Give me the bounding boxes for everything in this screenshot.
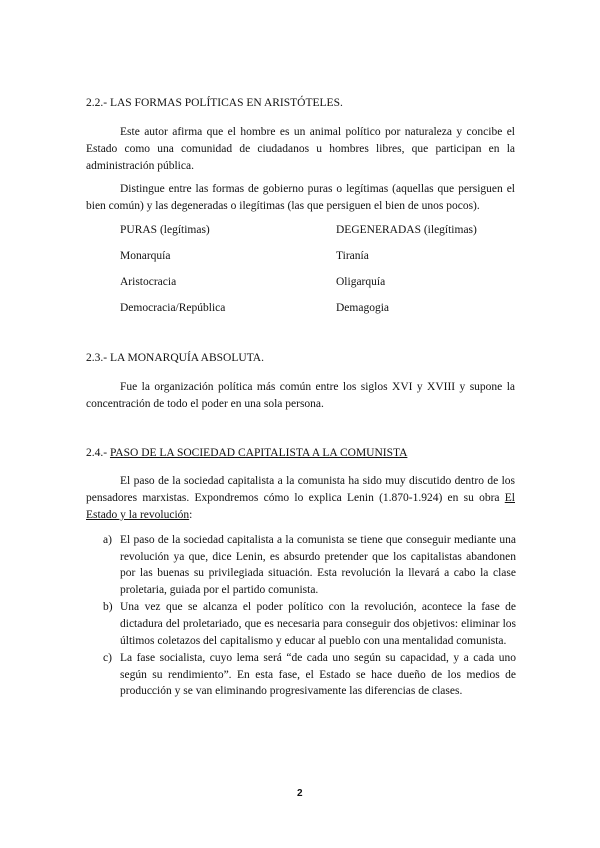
table-cell: Aristocracia	[120, 276, 177, 288]
section-heading-2-3: 2.3.- LA MONARQUÍA ABSOLUTA.	[86, 352, 264, 364]
list-marker: b)	[103, 601, 113, 614]
list-item	[86, 532, 516, 598]
list-item	[86, 599, 516, 649]
table-cell: Oligarquía	[336, 276, 386, 288]
table-header-puras: PURAS (legítimas)	[120, 224, 210, 236]
paragraph-aristoteles-2: Distingue entre las formas de gobierno puras o legítimas (aquellas que persiguen el bien común) y las degeneradas o ilegítimas (las que persiguen el bien de unos pocos).	[86, 183, 515, 212]
paragraph-monarquia: Fue la organización política más común entre los siglos XVI y XVIII y supone la concentración de todo el poder en una sola persona.	[86, 381, 515, 410]
list-item-text: Una vez que se alcanza el poder político con la revolución, acontece la fase de dictadura del proletariado, que es necesaria para conseguir dos objetivos: eliminar los últimos coletazos del capitalismo y educar al pueblo con una mentalidad comunista.	[120, 601, 516, 647]
lenin-phases-list	[86, 532, 516, 701]
intro-end: :	[189, 509, 193, 521]
section-heading-2-4	[86, 447, 407, 459]
page-number: 2	[297, 788, 303, 799]
book-title: El Estado y la revolución	[86, 492, 515, 521]
table-header-degeneradas: DEGENERADAS (ilegítimas)	[336, 224, 477, 236]
section-heading-2-2: 2.2.- LAS FORMAS POLÍTICAS EN ARISTÓTELES.	[86, 97, 343, 109]
table-cell: Tiranía	[336, 250, 369, 262]
intro-text: El paso de la sociedad capitalista a la comunista ha sido muy discutido dentro de los pensadores marxistas. Expondremos cómo lo explica Lenin (1.870-1.924) en su obra	[86, 475, 515, 504]
list-item-text: La fase socialista, cuyo lema será “de cada uno según su capacidad, y a cada uno según su rendimiento”. En esta fase, el Estado se hace dueño de los medios de producción y se van eliminando progresivamente las diferencias de clases.	[120, 652, 516, 698]
paragraph-aristoteles-1: Este autor afirma que el hombre es un animal político por naturaleza y concibe el Estado como una comunidad de ciudadanos u hombres libres, que participan en la administración pública.	[86, 126, 515, 172]
table-cell: Democracia/República	[120, 302, 226, 314]
table-cell: Demagogia	[336, 302, 390, 314]
list-marker: c)	[103, 652, 112, 665]
list-item-text: El paso de la sociedad capitalista a la comunista se tiene que conseguir mediante una revolución ya que, dice Lenin, es absurdo pretender que los capitalistas abandonen por las buenas su privilegiada situación. Esta revolución la llevará a cabo la clase proletaria, guiada por el partido comunista.	[120, 534, 516, 596]
paragraph-lenin-intro	[86, 473, 515, 524]
section-heading-prefix: 2.4.-	[86, 447, 110, 459]
table-cell: Monarquía	[120, 250, 171, 262]
section-heading-title: PASO DE LA SOCIEDAD CAPITALISTA A LA COMUNISTA	[109, 447, 408, 459]
list-marker: a)	[103, 534, 112, 546]
list-item	[86, 650, 516, 700]
